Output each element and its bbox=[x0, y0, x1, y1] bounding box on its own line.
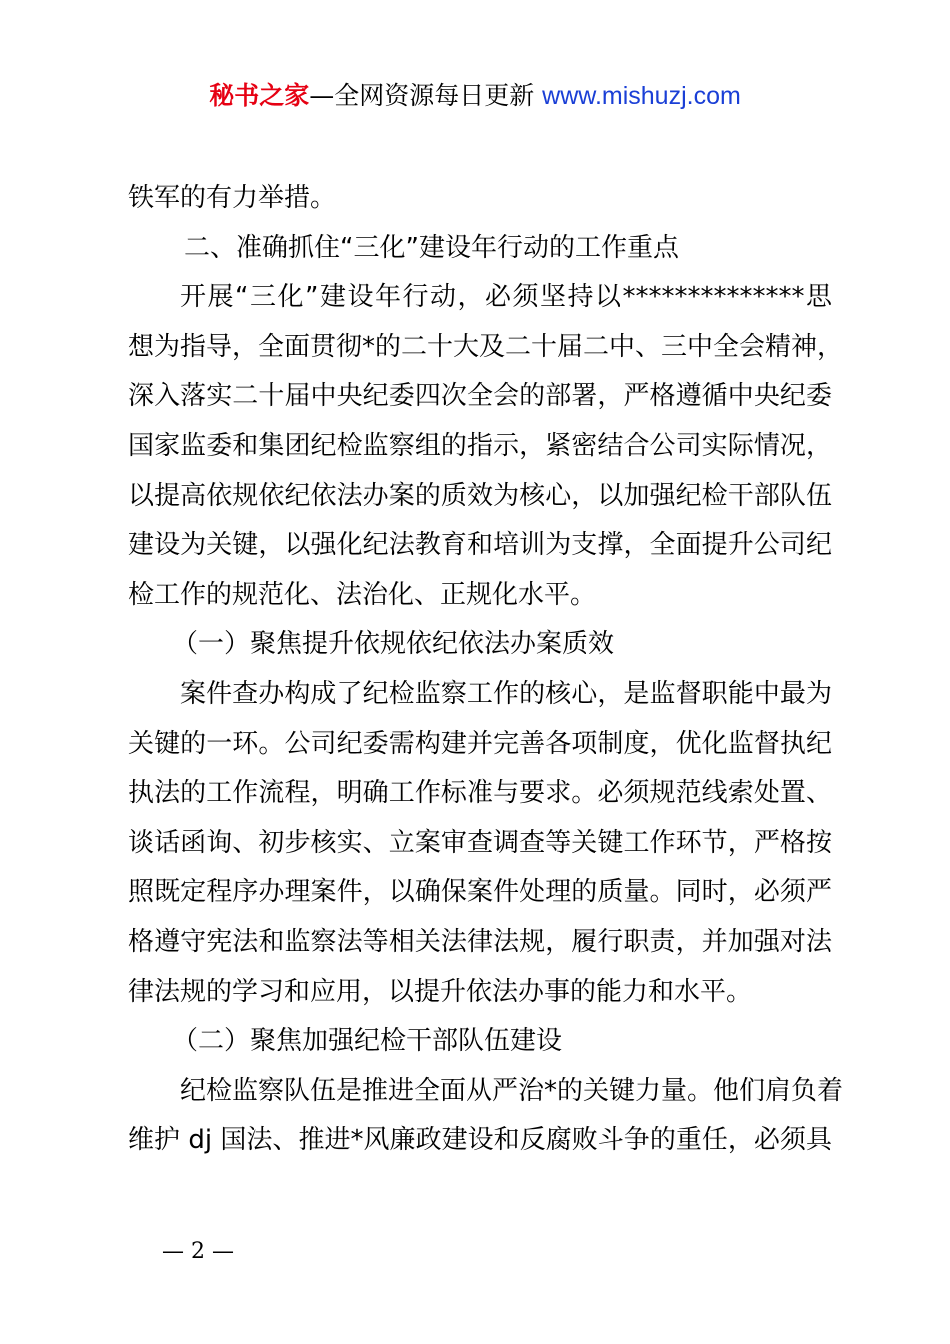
paragraph-line: 国家监委和集团纪检监察组的指示，紧密结合公司实际情况， bbox=[128, 430, 832, 461]
paragraph-line: 格遵守宪法和监察法等相关法律法规，履行职责，并加强对法 bbox=[128, 926, 832, 957]
paragraph-line: 建设为关键，以强化纪法教育和培训为支撑，全面提升公司纪 bbox=[128, 530, 832, 561]
subsection-heading: （二）聚焦加强纪检干部队伍建设 bbox=[172, 1026, 563, 1057]
subsection-heading: （一）聚焦提升依规依纪依法办案质效 bbox=[172, 629, 615, 660]
paragraph-line: 想为指导，全面贯彻*的二十大及二十届二中、三中全会精神， bbox=[128, 331, 844, 362]
document-body bbox=[128, 174, 844, 1166]
site-url-link[interactable]: www.mishuzj.com bbox=[542, 82, 741, 110]
paragraph-line: 谈话函询、初步核实、立案审查调查等关键工作环节，严格按 bbox=[128, 827, 832, 858]
brand-name: 秘书之家 bbox=[209, 81, 310, 110]
paragraph-line: 深入落实二十届中央纪委四次全会的部署，严格遵循中央纪委 bbox=[128, 381, 832, 412]
paragraph-line: 以提高依规依纪依法办案的质效为核心，以加强纪检干部队伍 bbox=[128, 480, 832, 511]
paragraph-line: 检工作的规范化、法治化、正规化水平。 bbox=[128, 579, 597, 610]
header-tagline: —全网资源每日更新 bbox=[309, 81, 543, 110]
paragraph-line: 纪检监察队伍是推进全面从严治*的关键力量。他们肩负着 bbox=[180, 1075, 844, 1106]
paragraph-line: 关键的一环。公司纪委需构建并完善各项制度，优化监督执纪 bbox=[128, 728, 832, 759]
paragraph-line: 铁军的有力举措。 bbox=[128, 183, 337, 213]
paragraph-line: 维护 dj 国法、推进*风廉政建设和反腐败斗争的重任，必须具 bbox=[128, 1125, 832, 1156]
paragraph-line: 照既定程序办理案件，以确保案件处理的质量。同时，必须严 bbox=[128, 877, 832, 908]
section-heading: 二、准确抓住“三化”建设年行动的工作重点 bbox=[184, 232, 679, 263]
paragraph-line: 律法规的学习和应用，以提升依法办事的能力和水平。 bbox=[128, 976, 753, 1007]
paragraph-line: 执法的工作流程，明确工作标准与要求。必须规范线索处置、 bbox=[128, 778, 832, 809]
paragraph-line: 开展“三化”建设年行动，必须坚持以**************思 bbox=[180, 282, 832, 313]
site-header bbox=[0, 80, 950, 112]
paragraph-line: 案件查办构成了纪检监察工作的核心，是监督职能中最为 bbox=[180, 678, 832, 709]
page-number: — 2 — bbox=[162, 1239, 234, 1264]
